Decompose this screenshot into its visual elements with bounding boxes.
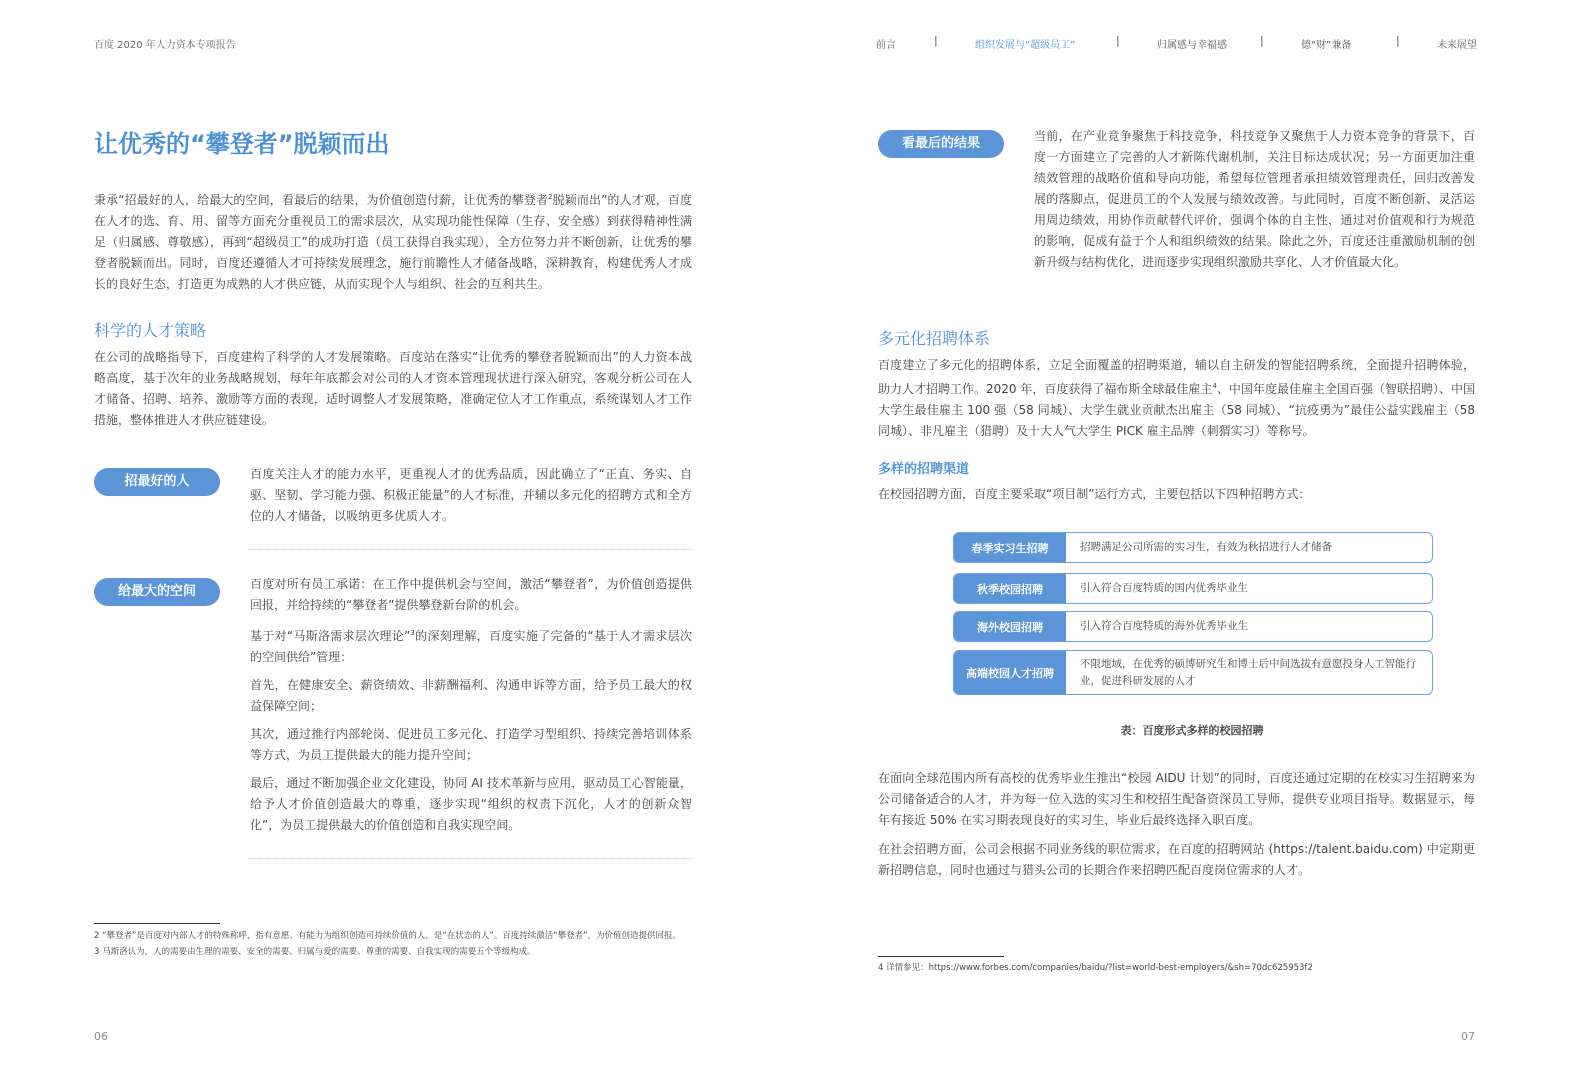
footnote-4: 4 详情参见：https://www.forbes.com/companies/baidu/?list=world-best-employers/&sh=70dc625953f2 <box>878 963 1313 973</box>
sub-heading-channels: 多样的招聘渠道 <box>878 462 970 477</box>
nav-outlook[interactable]: 未来展望 <box>1437 40 1477 51</box>
footnote-ref[interactable]: 2 <box>548 193 553 201</box>
table-row <box>953 611 1433 642</box>
max-space-p5: 最后，通过不断加强企业文化建设，协同 AI 技术革新与应用，驱动员工心智能量，给予人才价值创造最大的尊重，逐步实现“组织的权责下沉化，人才的创新众智化”，为员工提供最大的价值创造和自我实现空间。 <box>250 776 692 832</box>
social-recruitment-text: 在社会招聘方面，公司会根据不同业务线的职位需求，在百度的招聘网站 (https://talent.baidu.com) 中定期更新招聘信息，同时也通过与猎头公司的长期合作来招聘匹配百度岗位需求的人才。 <box>878 842 1475 877</box>
nav-org-development[interactable]: 组织发展与“超级员工” <box>975 40 1076 51</box>
section-heading-talent-strategy: 科学的人才策略 <box>94 321 207 340</box>
max-space-p1: 百度对所有员工承诺：在工作中提供机会与空间，激活“攀登者”，为价值创造提供回报，并给持续的“攀登者”提供攀登新台阶的机会。 <box>250 577 692 612</box>
footnote-2: 2 “攀登者”是百度对内部人才的特殊称呼，指有意愿、有能力为组织创造可持续价值的人，是“在状态的人”。百度持续激活“攀登者”，为价值创造提供回报。 <box>94 931 682 941</box>
footnote-ref[interactable]: 3 <box>410 629 415 637</box>
footnote-rule <box>878 956 1004 957</box>
page-number-left: 06 <box>94 1030 108 1043</box>
nav-virtue-wealth[interactable]: 德“财”兼备 <box>1301 40 1352 51</box>
intro-paragraph: 秉承“招最好的人，给最大的空间，看最后的结果，为价值创造付薪，让优秀的攀登者$^2$脱颖而出”的人才观，百度在人才的选、育、用、留等方面充分重视员工的需求层次，从实现功能性保障（生存、安全感）到获得精神性满足（归属感、尊敬感），再到“超级员工”的成功打造（员工获得自我实现），全方位努力并不断创新，让优秀的攀登者脱颖而出。同时，百度还遵循人才可持续发展理念，施行前瞻性人才储备战略，深耕教育，构建优秀人才成长的良好生态，打造更为成熟的人才供应链，从而实现个人与组织、社会的互利共生。 <box>94 193 692 291</box>
section-heading-recruitment: 多元化招聘体系 <box>878 329 991 348</box>
nav-belonging[interactable]: 归属感与幸福感 <box>1157 40 1227 51</box>
page-title: 让优秀的“攀登者”脱颖而出 <box>94 130 390 158</box>
table-row <box>953 532 1433 563</box>
nav-separator: | <box>1396 34 1400 47</box>
table-row-label: 秋季校园招聘 <box>954 574 1066 603</box>
footnotes-left <box>94 928 692 960</box>
table-row-text: 招聘满足公司所需的实习生，有效为秋招进行人才储备 <box>1080 541 1332 553</box>
table-row-text: 引入符合百度特质的海外优秀毕业生 <box>1080 620 1248 632</box>
divider <box>250 858 692 859</box>
max-space-p4: 其次，通过推行内部轮岗、促进员工多元化、打造学习型组织、持续完善培训体系等方式，为员工提供最大的能力提升空间； <box>250 727 692 762</box>
max-space-content <box>250 574 692 836</box>
page-number-right: 07 <box>1461 1030 1475 1043</box>
channels-text: 在校园招聘方面，百度主要采取“项目制”运行方式，主要包括以下四种招聘方式： <box>878 487 1311 501</box>
footnote-ref[interactable]: 4 <box>1212 382 1217 390</box>
final-results-text: 当前，在产业竞争聚焦于科技竞争，科技竞争又聚焦于人力资本竞争的背景下，百度一方面建立了完善的人才新陈代谢机制，关注目标达成状况；另一方面更加注重绩效管理的战略价值和导向功能，希望每位管理者承担绩效管理责任，回归改善发展的落脚点，促进员工的个人发展与绩效改善。与此同时，百度不断创新、灵活运用周边绩效，用协作贡献替代评价，强调个体的自主性，通过对价值观和行为规范的影响，促成有益于个人和组织绩效的结果。除此之外，百度还注重激励机制的创新升级与结构优化，进而逐步实现组织激励共享化、人才价值最大化。 <box>1034 129 1475 269</box>
table-row <box>953 573 1433 604</box>
nav-preface[interactable]: 前言 <box>876 40 896 51</box>
table-row-label: 春季实习生招聘 <box>954 533 1066 562</box>
talent-strategy-text: 在公司的战略指导下，百度建构了科学的人才发展策略。百度站在落实“让优秀的攀登者脱颖而出”的人力资本战略高度，基于次年的业务战略规划，每年年底都会对公司的人才资本管理现状进行深入研究，客观分析公司在人才储备、招聘、培养、激励等方面的表现，适时调整人才发展策略，准确定位人才工作重点，系统谋划人才工作措施，整体推进人才供应链建设。 <box>94 350 692 427</box>
footnote-3: 3 马斯洛认为，人的需要由生理的需要、安全的需要、归属与爱的需要、尊重的需要、自我实现的需要五个等级构成。 <box>94 947 536 957</box>
table-caption: 表：百度形式多样的校园招聘 <box>1120 724 1264 737</box>
label-pill-final-results: 看最后的结果 <box>878 130 1004 158</box>
footnote-rule <box>94 923 220 924</box>
nav-separator: | <box>934 34 938 47</box>
label-pill-max-space: 给最大的空间 <box>94 578 220 606</box>
table-row-text: 引入符合百度特质的国内优秀毕业生 <box>1080 582 1248 594</box>
report-title: 百度 2020 年人力资本专项报告 <box>94 40 236 51</box>
max-space-p2: 基于对“马斯洛需求层次理论”$^3$的深刻理解，百度实施了完备的“基于人才需求层次的空间供给”管理： <box>250 629 692 664</box>
table-row <box>953 650 1433 695</box>
label-pill-hire-best: 招最好的人 <box>94 468 220 496</box>
divider <box>250 549 692 550</box>
campus-aidu-text: 在面向全球范围内所有高校的优秀毕业生推出“校园 AIDU 计划”的同时，百度还通过定期的在校实习生招聘来为公司储备适合的人才，并为每一位入选的实习生和校招生配备资深员工导师，提供专业项目指导。数据显示，每年有接近 50% 在实习期表现良好的实习生，毕业后最终选择入职百度。 <box>878 771 1475 827</box>
recruitment-text: 百度建立了多元化的招聘体系，立足全面覆盖的招聘渠道，辅以自主研发的智能招聘系统，全面提升招聘体验，助力人才招聘工作。2020 年，百度获得了福布斯全球最佳雇主$^4$、中国年度最佳雇主全国百强（智联招聘）、中国大学生最佳雇主 100 强（58 同城）、大学生就业贡献杰出雇主（58 同城）、“抗疫勇为”最佳公益实践雇主（58 同城）、非凡雇主（猎聘）及十大人气大学生 PICK 雇主品牌（刺猬实习）等称号。 <box>878 358 1475 438</box>
table-row-label: 高端校园人才招聘 <box>954 651 1066 694</box>
nav-separator: | <box>1260 34 1264 47</box>
nav-separator: | <box>1116 34 1120 47</box>
table-row-label: 海外校园招聘 <box>954 612 1066 641</box>
hire-best-text: 百度关注人才的能力水平，更重视人才的优秀品质，因此确立了“正直、务实、自驱、坚韧、学习能力强、积极正能量”的人才标准，并辅以多元化的招聘方式和全方位的人才储备，以吸纳更多优质人才。 <box>250 467 692 523</box>
table-row-text: 不限地域，在优秀的硕博研究生和博士后中间选拔有意愿投身人工智能行业，促进科研发展的人才 <box>1080 657 1416 687</box>
max-space-p3: 首先，在健康安全、薪资绩效、非薪酬福利、沟通申诉等方面，给予员工最大的权益保障空间； <box>250 678 692 713</box>
